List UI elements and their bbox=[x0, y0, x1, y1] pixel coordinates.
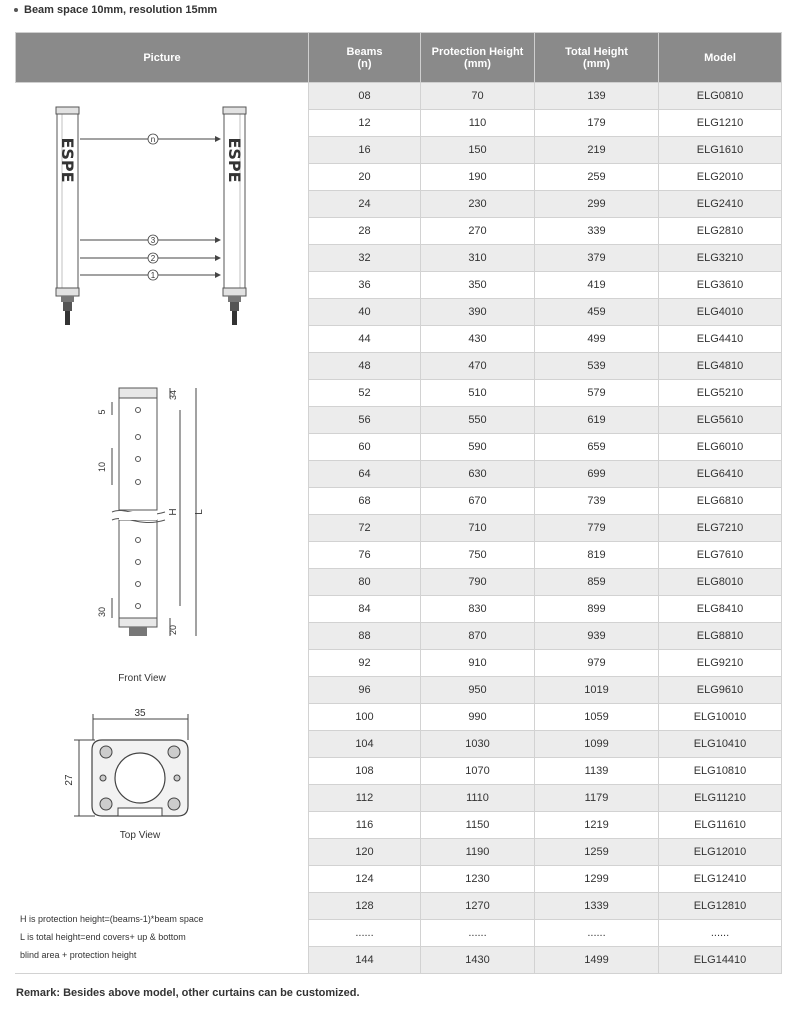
model-cell: ELG7610 bbox=[659, 542, 782, 569]
beams-cell: 56 bbox=[309, 407, 421, 434]
beams-cell: 92 bbox=[309, 650, 421, 677]
model-cell: ELG1210 bbox=[659, 110, 782, 137]
model-cell: ELG0810 bbox=[659, 83, 782, 110]
note-l-formula-cont: blind area + protection height bbox=[20, 950, 137, 960]
top-view-caption: Top View bbox=[119, 830, 161, 841]
protection-height-cell: 1110 bbox=[421, 785, 535, 812]
total-height-cell: 619 bbox=[535, 407, 659, 434]
total-height-cell: 1059 bbox=[535, 704, 659, 731]
protection-height-cell: 630 bbox=[421, 461, 535, 488]
protection-height-cell: 470 bbox=[421, 353, 535, 380]
protection-height-cell: 230 bbox=[421, 191, 535, 218]
total-height-cell: ...... bbox=[535, 920, 659, 947]
model-cell: ELG8410 bbox=[659, 596, 782, 623]
beams-cell: 44 bbox=[309, 326, 421, 353]
total-height-cell: 259 bbox=[535, 164, 659, 191]
model-cell: ELG2010 bbox=[659, 164, 782, 191]
model-cell: ELG10810 bbox=[659, 758, 782, 785]
beams-cell: 88 bbox=[309, 623, 421, 650]
model-cell: ELG2410 bbox=[659, 191, 782, 218]
header-protection-height: Protection Height (mm) bbox=[421, 33, 535, 83]
total-height-cell: 499 bbox=[535, 326, 659, 353]
model-cell: ELG4810 bbox=[659, 353, 782, 380]
protection-height-cell: 350 bbox=[421, 272, 535, 299]
dim-20: 20 bbox=[168, 624, 178, 636]
dim-L: L bbox=[194, 509, 205, 515]
model-cell: ELG14410 bbox=[659, 947, 782, 974]
total-height-cell: 139 bbox=[535, 83, 659, 110]
protection-height-cell: 190 bbox=[421, 164, 535, 191]
beams-cell: 24 bbox=[309, 191, 421, 218]
dim-H: H bbox=[168, 508, 179, 516]
beams-cell: 144 bbox=[309, 947, 421, 974]
total-height-cell: 539 bbox=[535, 353, 659, 380]
beams-cell: 100 bbox=[309, 704, 421, 731]
total-height-cell: 299 bbox=[535, 191, 659, 218]
model-cell: ELG8810 bbox=[659, 623, 782, 650]
header-model: Model bbox=[659, 33, 782, 83]
beams-cell: ...... bbox=[309, 920, 421, 947]
beams-cell: 96 bbox=[309, 677, 421, 704]
model-cell: ELG11610 bbox=[659, 812, 782, 839]
total-height-cell: 1339 bbox=[535, 893, 659, 920]
total-height-cell: 179 bbox=[535, 110, 659, 137]
model-cell: ELG4410 bbox=[659, 326, 782, 353]
protection-height-cell: 910 bbox=[421, 650, 535, 677]
note-l-formula: L is total height=end covers+ up & bottom bbox=[20, 932, 186, 942]
spec-note-text: Beam space 10mm, resolution 15mm bbox=[24, 4, 218, 16]
protection-height-cell: 750 bbox=[421, 542, 535, 569]
total-height-cell: 939 bbox=[535, 623, 659, 650]
beams-cell: 124 bbox=[309, 866, 421, 893]
beams-cell: 76 bbox=[309, 542, 421, 569]
total-height-cell: 659 bbox=[535, 434, 659, 461]
header-total-height: Total Height (mm) bbox=[535, 33, 659, 83]
total-height-cell: 979 bbox=[535, 650, 659, 677]
brand-logo-left: ESPE bbox=[58, 137, 77, 183]
beams-cell: 128 bbox=[309, 893, 421, 920]
beam-label-2: 2 bbox=[150, 254, 156, 263]
dim-10: 10 bbox=[97, 461, 107, 473]
protection-height-cell: 1270 bbox=[421, 893, 535, 920]
front-view-caption: Front View bbox=[118, 673, 166, 684]
model-cell: ELG11210 bbox=[659, 785, 782, 812]
protection-height-cell: 670 bbox=[421, 488, 535, 515]
protection-height-cell: 1430 bbox=[421, 947, 535, 974]
header-beams: Beams (n) bbox=[309, 33, 421, 83]
protection-height-cell: 1190 bbox=[421, 839, 535, 866]
beams-cell: 120 bbox=[309, 839, 421, 866]
model-cell: ELG7210 bbox=[659, 515, 782, 542]
total-height-cell: 379 bbox=[535, 245, 659, 272]
remark-text: Remark: Besides above model, other curtains can be customized. bbox=[16, 987, 360, 999]
model-cell: ELG12410 bbox=[659, 866, 782, 893]
protection-height-cell: 830 bbox=[421, 596, 535, 623]
beams-cell: 108 bbox=[309, 758, 421, 785]
protection-height-cell: 1030 bbox=[421, 731, 535, 758]
protection-height-cell: 1150 bbox=[421, 812, 535, 839]
protection-height-cell: 310 bbox=[421, 245, 535, 272]
beams-cell: 28 bbox=[309, 218, 421, 245]
total-height-cell: 1179 bbox=[535, 785, 659, 812]
protection-height-cell: 150 bbox=[421, 137, 535, 164]
light-curtain-pair-drawing bbox=[56, 107, 246, 325]
total-height-cell: 779 bbox=[535, 515, 659, 542]
model-cell: ELG6810 bbox=[659, 488, 782, 515]
total-height-cell: 699 bbox=[535, 461, 659, 488]
formula-notes bbox=[20, 914, 203, 960]
total-height-cell: 339 bbox=[535, 218, 659, 245]
beams-cell: 68 bbox=[309, 488, 421, 515]
beams-cell: 80 bbox=[309, 569, 421, 596]
model-cell: ELG5210 bbox=[659, 380, 782, 407]
dim-5: 5 bbox=[97, 409, 107, 415]
beams-cell: 16 bbox=[309, 137, 421, 164]
total-height-cell: 899 bbox=[535, 596, 659, 623]
protection-height-cell: 870 bbox=[421, 623, 535, 650]
model-cell: ELG8010 bbox=[659, 569, 782, 596]
beams-cell: 64 bbox=[309, 461, 421, 488]
total-height-cell: 1219 bbox=[535, 812, 659, 839]
total-height-cell: 859 bbox=[535, 569, 659, 596]
beam-label-n: n bbox=[150, 135, 156, 144]
protection-height-cell: 390 bbox=[421, 299, 535, 326]
protection-height-cell: 1230 bbox=[421, 866, 535, 893]
protection-height-cell: 430 bbox=[421, 326, 535, 353]
model-cell: ELG2810 bbox=[659, 218, 782, 245]
note-h-formula: H is protection height=(beams-1)*beam space bbox=[20, 914, 204, 924]
total-height-cell: 419 bbox=[535, 272, 659, 299]
model-cell: ELG10410 bbox=[659, 731, 782, 758]
beam-label-1: 1 bbox=[150, 271, 156, 280]
total-height-cell: 739 bbox=[535, 488, 659, 515]
total-height-cell: 1259 bbox=[535, 839, 659, 866]
protection-height-cell: ...... bbox=[421, 920, 535, 947]
total-height-cell: 1019 bbox=[535, 677, 659, 704]
total-height-cell: 579 bbox=[535, 380, 659, 407]
total-height-cell: 219 bbox=[535, 137, 659, 164]
top-view-drawing bbox=[64, 708, 188, 841]
model-cell: ELG9210 bbox=[659, 650, 782, 677]
beam-label-3: 3 bbox=[150, 236, 156, 245]
protection-height-cell: 590 bbox=[421, 434, 535, 461]
beams-cell: 104 bbox=[309, 731, 421, 758]
model-cell: ELG4010 bbox=[659, 299, 782, 326]
beams-cell: 36 bbox=[309, 272, 421, 299]
total-height-cell: 459 bbox=[535, 299, 659, 326]
total-height-cell: 1499 bbox=[535, 947, 659, 974]
protection-height-cell: 950 bbox=[421, 677, 535, 704]
beams-cell: 112 bbox=[309, 785, 421, 812]
model-cell: ELG3610 bbox=[659, 272, 782, 299]
model-cell: ELG3210 bbox=[659, 245, 782, 272]
beams-cell: 84 bbox=[309, 596, 421, 623]
beams-cell: 60 bbox=[309, 434, 421, 461]
dim-30: 30 bbox=[97, 606, 107, 618]
model-cell: ...... bbox=[659, 920, 782, 947]
beams-cell: 20 bbox=[309, 164, 421, 191]
total-height-cell: 1099 bbox=[535, 731, 659, 758]
beams-cell: 12 bbox=[309, 110, 421, 137]
model-cell: ELG6010 bbox=[659, 434, 782, 461]
protection-height-cell: 550 bbox=[421, 407, 535, 434]
beams-cell: 08 bbox=[309, 83, 421, 110]
dim-34: 34 bbox=[168, 389, 178, 401]
protection-height-cell: 1070 bbox=[421, 758, 535, 785]
model-cell: ELG5610 bbox=[659, 407, 782, 434]
beams-cell: 72 bbox=[309, 515, 421, 542]
total-height-cell: 819 bbox=[535, 542, 659, 569]
brand-logo-right: ESPE bbox=[225, 137, 244, 183]
header-picture: Picture bbox=[16, 33, 309, 83]
model-cell: ELG6410 bbox=[659, 461, 782, 488]
protection-height-cell: 110 bbox=[421, 110, 535, 137]
front-view-drawing bbox=[97, 388, 205, 684]
model-cell: ELG10010 bbox=[659, 704, 782, 731]
beams-cell: 48 bbox=[309, 353, 421, 380]
protection-height-cell: 790 bbox=[421, 569, 535, 596]
dim-35: 35 bbox=[134, 708, 146, 719]
protection-height-cell: 710 bbox=[421, 515, 535, 542]
beams-cell: 52 bbox=[309, 380, 421, 407]
protection-height-cell: 990 bbox=[421, 704, 535, 731]
model-cell: ELG12010 bbox=[659, 839, 782, 866]
total-height-cell: 1299 bbox=[535, 866, 659, 893]
beams-cell: 32 bbox=[309, 245, 421, 272]
beams-cell: 40 bbox=[309, 299, 421, 326]
protection-height-cell: 70 bbox=[421, 83, 535, 110]
beams-cell: 116 bbox=[309, 812, 421, 839]
model-cell: ELG9610 bbox=[659, 677, 782, 704]
protection-height-cell: 270 bbox=[421, 218, 535, 245]
model-cell: ELG1610 bbox=[659, 137, 782, 164]
protection-height-cell: 510 bbox=[421, 380, 535, 407]
model-cell: ELG12810 bbox=[659, 893, 782, 920]
dim-27: 27 bbox=[64, 774, 75, 786]
total-height-cell: 1139 bbox=[535, 758, 659, 785]
